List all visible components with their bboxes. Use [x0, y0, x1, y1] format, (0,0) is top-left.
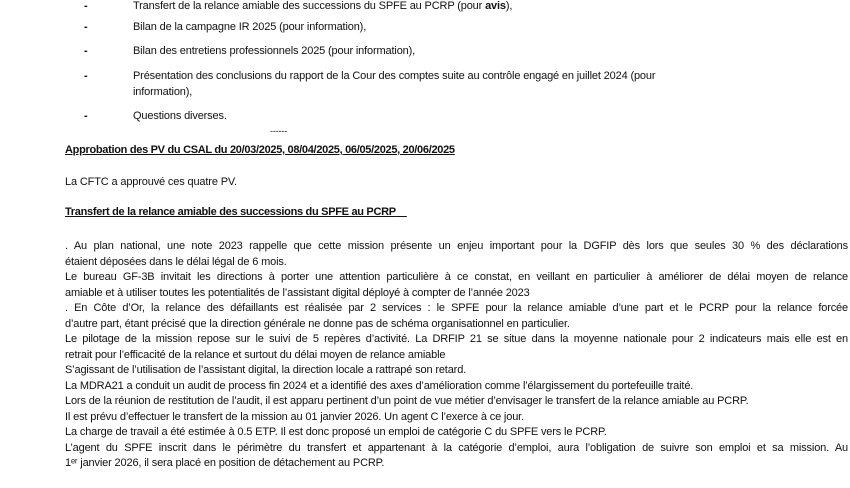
bullet-dash: -: [84, 110, 88, 122]
agenda-item: [0, 21, 850, 37]
agenda-item: [0, 0, 850, 16]
agenda-item-text: Transfert de la relance amiable des successions du SPFE au PCRP (pour: [133, 0, 486, 12]
paragraph-line: 1ᵉʳ janvier 2026, il sera placé en position de détachement au PCRP.: [65, 457, 385, 469]
bullet-dash: -: [84, 0, 88, 12]
separator: ------: [270, 126, 288, 136]
section-heading-transfert: [65, 206, 407, 218]
paragraph-line: Le pilotage de la mission repose sur le suivi de 5 repères d’activité. La DRFIP 21 se situe dans la moyenne nationale pour 2 indicateurs mais elle est en: [65, 333, 848, 345]
paragraph-line: . En Côte d’Or, la relance des défaillants est réalisée par 2 services : le SPFE pour la relance amiable d’une part et le PCRP pour la relance forcée: [65, 302, 848, 314]
transfert-body: [65, 239, 848, 472]
cut-off-line: [65, 472, 848, 488]
agenda-item-text: Présentation des conclusions du rapport de la Cour des comptes suite au contrôle engagé en juillet 2024 (pour: [133, 70, 656, 82]
paragraph-line: retrait pour l’efficacité de la relance et surtout du délai moyen de relance amiable: [65, 348, 446, 361]
paragraph-line: amiable et à utiliser toutes les potentialités de l’assistant digital déployé à compter de l’année 2023: [65, 286, 530, 299]
paragraph-line: d’autre part, étant précisé que la direction générale ne donne pas de schéma organisationnel en particulier.: [65, 317, 570, 330]
agenda-item-bold: avis: [485, 0, 506, 12]
paragraph-line: Il est prévu d’effectuer le transfert de la mission au 01 janvier 2026. Un agent C l’exerce à ce jour.: [65, 410, 524, 423]
agenda-item-text: Bilan des entretiens professionnels 2025 (pour information),: [133, 45, 416, 57]
section-heading-text: Transfert de la relance amiable des successions du SPFE au PCRP: [65, 206, 396, 218]
agenda-item: [0, 45, 850, 61]
section-heading-approbation: Approbation des PV du CSAL du 20/03/2025, 08/04/2025, 06/05/2025, 20/06/2025: [65, 144, 455, 156]
agenda-item-suffix: ),: [505, 0, 513, 12]
approbation-text: La CFTC a approuvé ces quatre PV.: [65, 176, 237, 188]
agenda-item-text: Bilan de la campagne IR 2025 (pour information),: [133, 21, 367, 33]
agenda-item: [0, 110, 850, 126]
paragraph-line: Le bureau GF-3B invitait les directions à porter une attention particulière à ce constat, en veillant en particulier à améliorer de délai moyen de relance: [65, 271, 848, 283]
paragraph-line: La charge de travail a été estimée à 0.5 ETP. Il est donc proposé un emploi de catégorie C du SPFE vers le PCRP.: [65, 426, 607, 438]
bullet-dash: -: [84, 45, 88, 57]
agenda-item-text: Questions diverses.: [133, 110, 227, 122]
paragraph-line: Lors de la réunion de restitution de l’audit, il est apparu pertinent d’un point de vue métier d’envisager le transfert de la relance amiable au PCRP.: [65, 395, 749, 407]
agenda-item: [0, 70, 850, 102]
paragraph-line: S’agissant de l’utilisation de l’assistant digital, la direction locale a rattrapé son retard.: [65, 364, 467, 376]
bullet-dash: -: [84, 70, 88, 82]
agenda-item-text-continued: information),: [133, 86, 193, 98]
paragraph-line: étaient déposées dans le délai légal de 6 mois.: [65, 255, 287, 268]
paragraph-line: . Au plan national, une note 2023 rappelle que cette mission présente un enjeu important pour la DGFIP dès lors que seules 30 % des déclarations: [65, 240, 848, 252]
paragraph-line: La MDRA21 a conduit un audit de process fin 2024 et a identifié des axes d’amélioration comme l’élargissement du portefeuille traité.: [65, 379, 694, 392]
bullet-dash: -: [84, 21, 88, 33]
paragraph-line: L’agent du SPFE inscrit dans le périmètre du transfert et appartenant à la catégorie d’emploi, aura l’obligation de suivre son emploi et sa mission. Au: [65, 441, 848, 454]
